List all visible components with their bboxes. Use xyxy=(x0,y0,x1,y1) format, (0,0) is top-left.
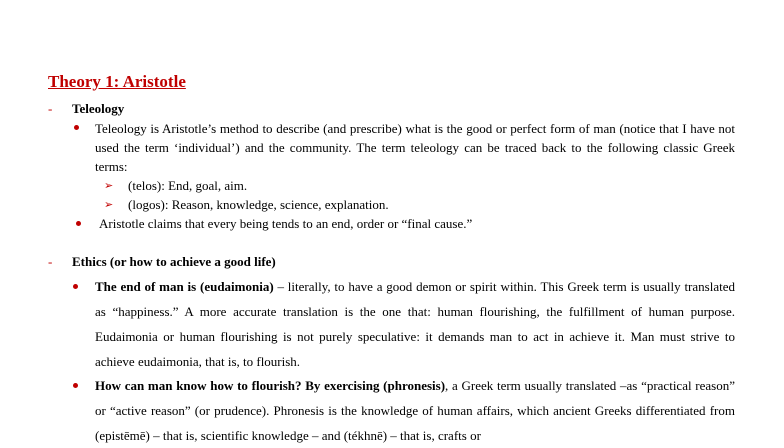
phronesis-paragraph xyxy=(95,373,735,448)
bullet-icon xyxy=(73,383,78,388)
bullet-icon xyxy=(74,125,79,130)
arrow-bullet-icon: ➢ xyxy=(104,180,114,192)
eudaimonia-text: – literally, to have a good demon or spirit within. This Greek term is usually translated as “happiness.” A more accurate translation is the one that: human flourishing, the fulfillment of human purpose. Eudaimonia or human flourishing is not purely speculative: it demands man to act in achieve it. Man must strive to achieve eudaimonia, that is, to flourish. xyxy=(95,279,735,369)
bullet-icon xyxy=(73,284,78,289)
final-cause-paragraph: Aristotle claims that every being tends to an end, order or “final cause.” xyxy=(99,216,473,231)
phronesis-text: , a Greek term usually translated –as “practical reason” or “active reason” (or prudence). Phronesis is the knowledge of human affairs, which ancient Greeks differentiated from (epistēmē) – that is, scientific knowledge – and (tékhnē) – that is, crafts or xyxy=(95,378,735,443)
page-title: Theory 1: Aristotle xyxy=(48,72,186,91)
bullet-icon xyxy=(76,221,81,226)
section-heading-ethics: Ethics (or how to achieve a good life) xyxy=(72,254,276,269)
section-heading-teleology: Teleology xyxy=(72,101,125,116)
section-dash: - xyxy=(48,254,53,269)
teleology-paragraph: Teleology is Aristotle’s method to describe (and prescribe) what is the good or perfect form of man (notice that I have not used the term ‘individual’) and the community. The term teleology can be traced back to the following classic Greek terms: xyxy=(95,121,735,174)
eudaimonia-paragraph xyxy=(95,274,735,374)
section-dash: - xyxy=(48,101,53,116)
arrow-bullet-icon: ➢ xyxy=(104,199,114,211)
phronesis-bold-lead: How can man know how to flourish? By exercising (phronesis) xyxy=(95,378,446,393)
subitem-logos: (logos): Reason, knowledge, science, explanation. xyxy=(128,197,389,212)
eudaimonia-bold-lead: The end of man is (eudaimonia) xyxy=(95,279,274,294)
subitem-telos: (telos): End, goal, aim. xyxy=(128,178,248,193)
